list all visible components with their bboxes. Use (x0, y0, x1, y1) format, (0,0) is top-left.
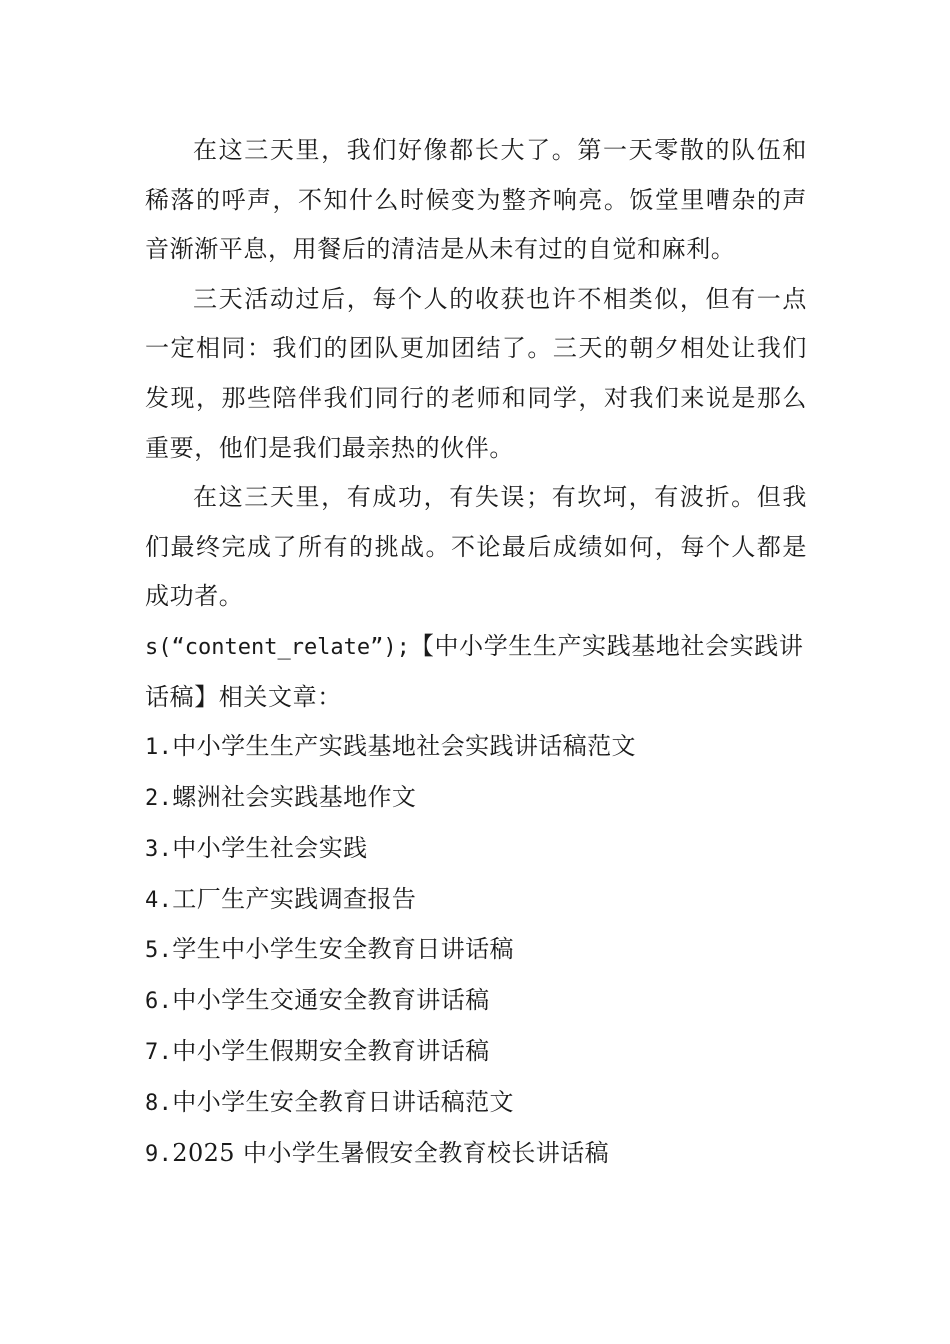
related-article-title: 中小学生交通安全教育讲话稿 (172, 986, 490, 1015)
related-title: 【中小学生生产实践基地社会实践讲话稿】相关文章： (145, 631, 804, 711)
related-article-number: 2. (145, 785, 173, 811)
paragraph-growth: 在这三天里，我们好像都长大了。第一天零散的队伍和稀落的呼声，不知什么时候变为整齐响亮。饭堂里嘈杂的声音渐渐平息，用餐后的清洁是从未有过的自觉和麻利。 (145, 136, 807, 264)
related-article-number: 6. (145, 989, 173, 1015)
related-article-title: 中小学生安全教育日讲话稿范文 (172, 1087, 514, 1116)
related-article-title: 中小学生社会实践 (172, 833, 368, 862)
related-article-link[interactable] (145, 875, 807, 926)
related-article-title: 2025 中小学生暑假安全教育校长讲话稿 (172, 1138, 610, 1167)
related-article-link[interactable] (145, 1078, 807, 1129)
related-article-number: 4. (145, 887, 173, 913)
related-article-number: 5. (145, 938, 173, 964)
document-page (145, 126, 807, 1179)
paragraph-challenge: 在这三天里，有成功，有失误；有坎坷，有波折。但我们最终完成了所有的挑战。不论最后成绩如何，每个人都是成功者。 (145, 483, 807, 611)
related-article-link[interactable] (145, 722, 807, 773)
related-article-number: 3. (145, 836, 173, 862)
related-article-title: 工厂生产实践调查报告 (172, 884, 417, 913)
related-article-number: 8. (145, 1090, 173, 1116)
related-article-link[interactable] (145, 1129, 807, 1180)
related-article-link[interactable] (145, 925, 807, 976)
related-article-number: 7. (145, 1039, 173, 1065)
related-article-link[interactable] (145, 976, 807, 1027)
related-article-link[interactable] (145, 824, 807, 875)
related-article-title: 中小学生假期安全教育讲话稿 (172, 1036, 490, 1065)
related-article-title: 学生中小学生安全教育日讲话稿 (172, 935, 514, 964)
paragraph-teamwork: 三天活动过后，每个人的收获也许不相类似，但有一点一定相同：我们的团队更加团结了。三天的朝夕相处让我们发现，那些陪伴我们同行的老师和同学，对我们来说是那么重要，他们是我们最亲热的伙伴。 (145, 284, 807, 462)
related-article-title: 螺洲社会实践基地作文 (172, 782, 417, 811)
related-article-number: 1. (145, 735, 173, 761)
related-article-number: 9. (145, 1141, 173, 1167)
related-articles-header (145, 622, 807, 722)
related-article-link[interactable] (145, 1027, 807, 1078)
related-article-link[interactable] (145, 773, 807, 824)
related-code-snippet: s(“content_relate”); (145, 634, 410, 660)
related-articles-list (145, 722, 807, 1179)
related-article-title: 中小学生生产实践基地社会实践讲话稿范文 (172, 732, 636, 761)
